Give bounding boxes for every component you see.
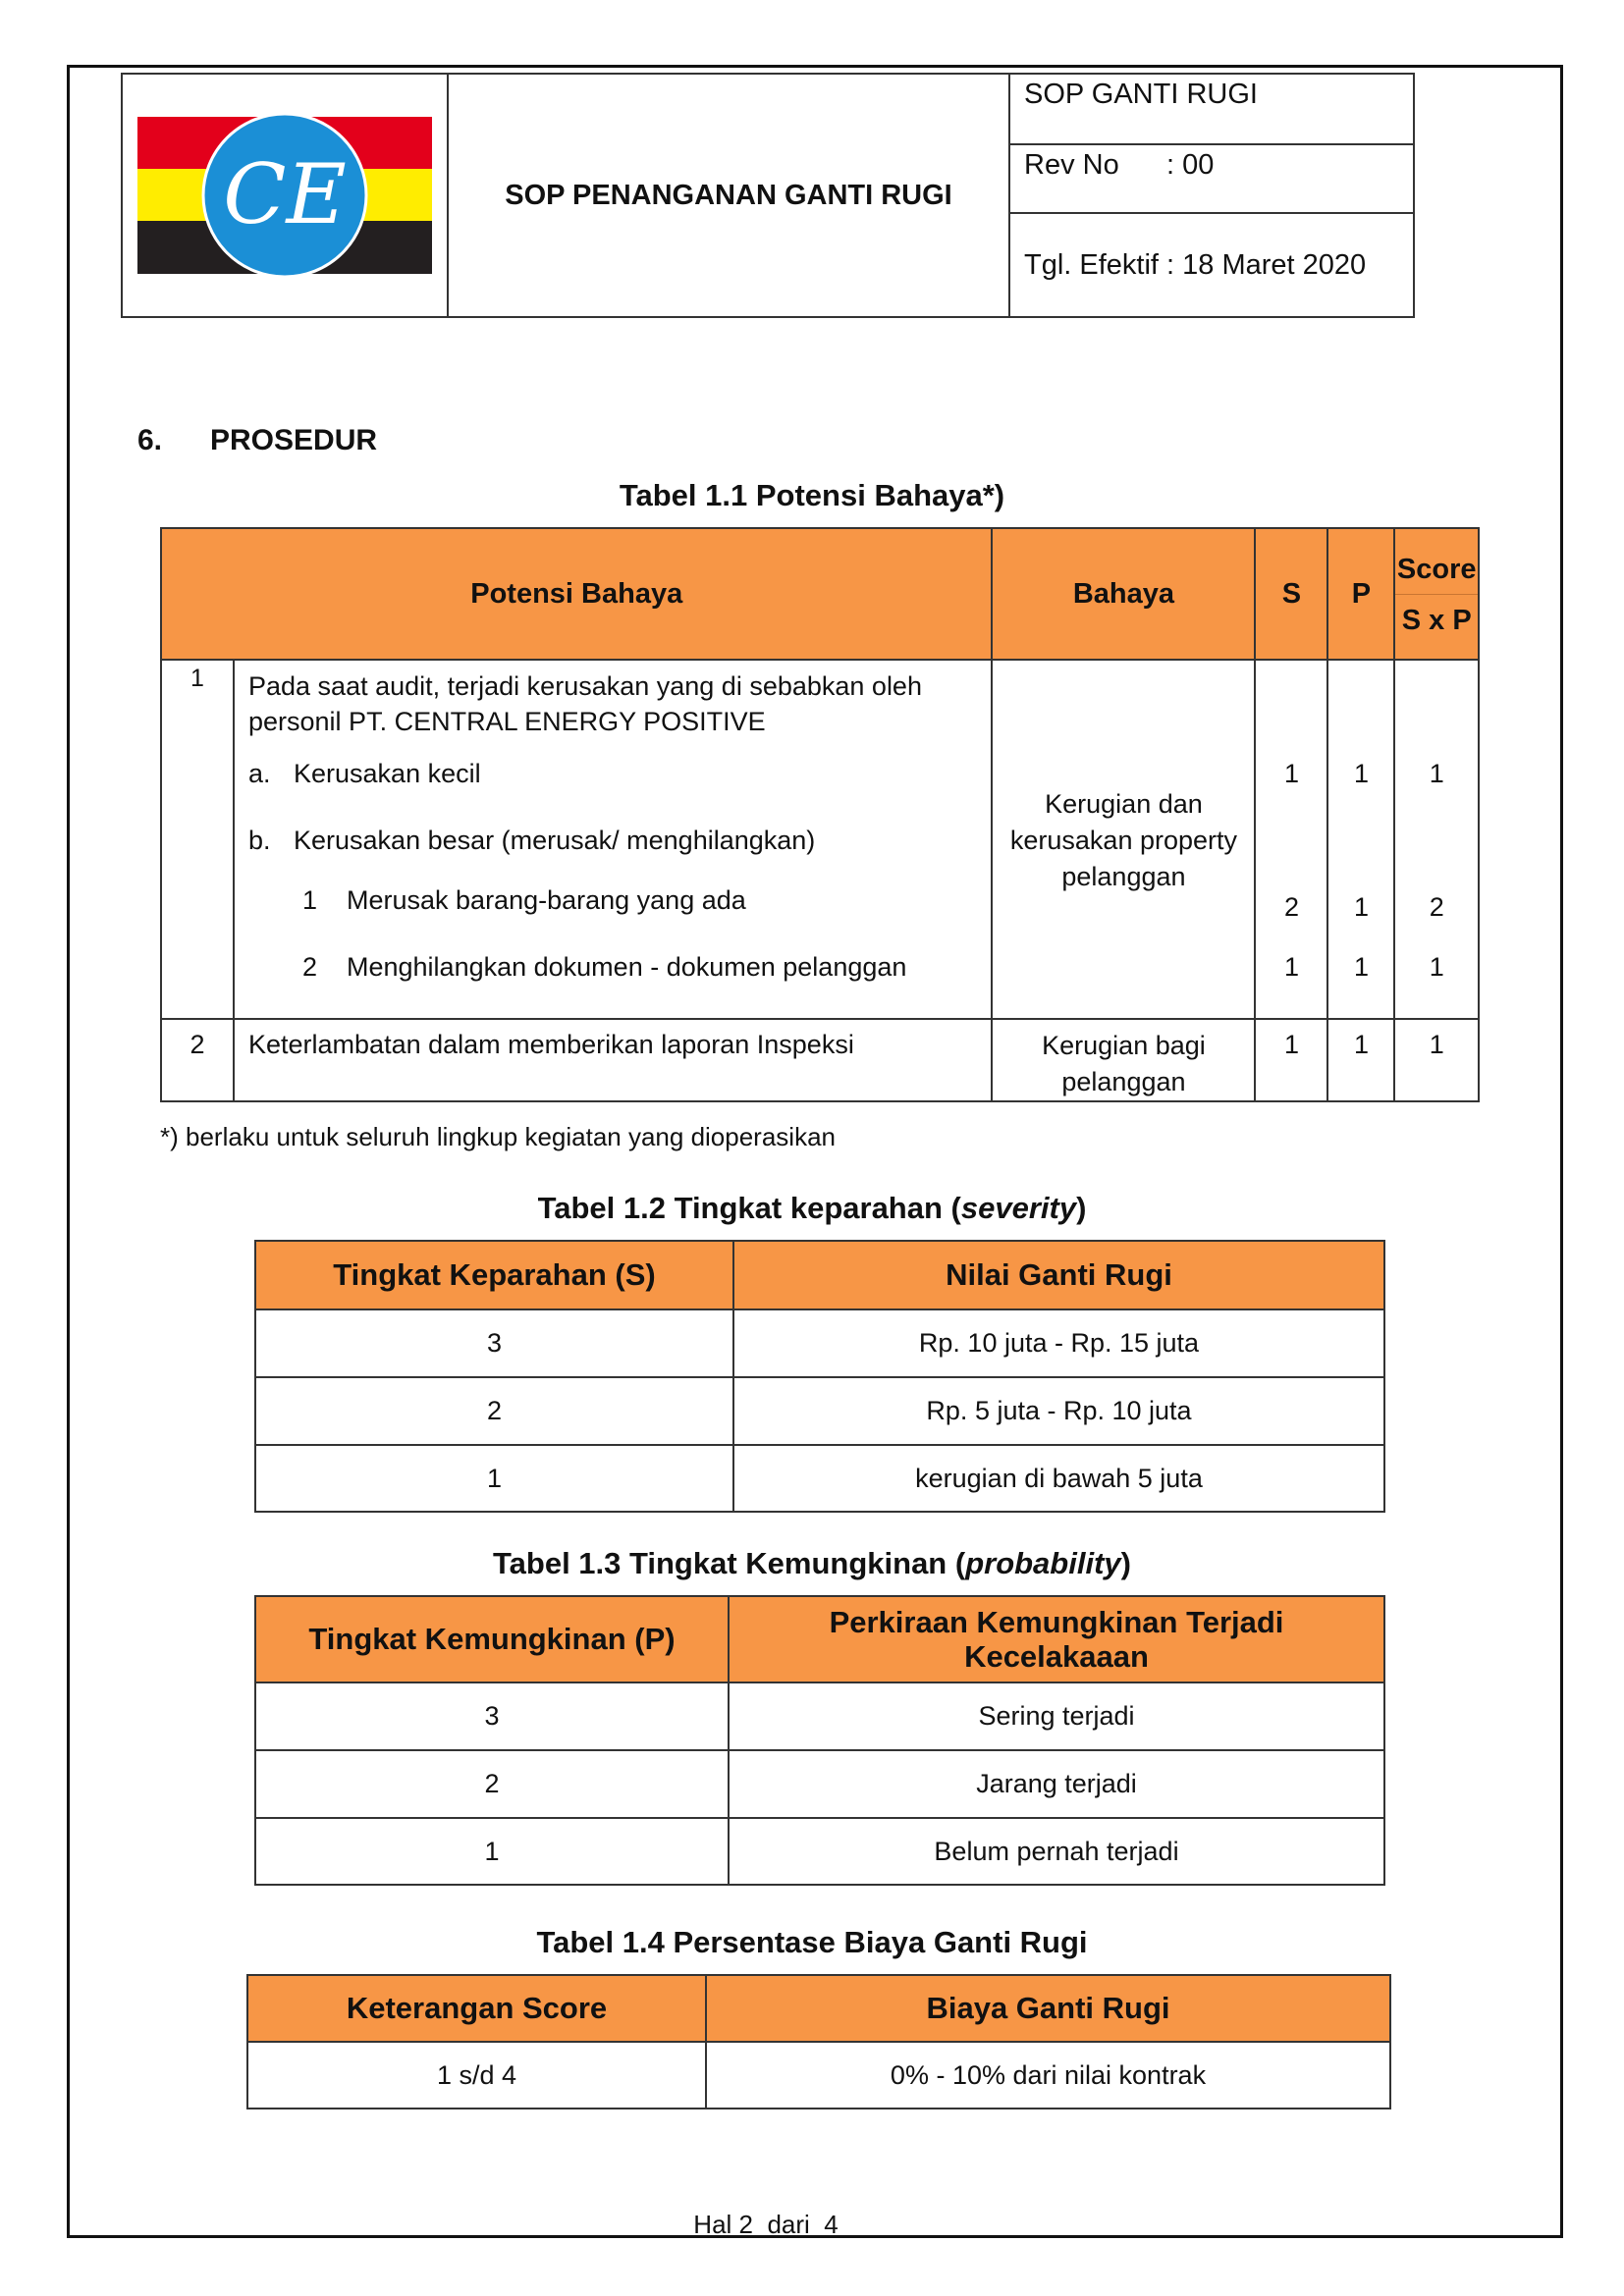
list-marker: b. <box>248 826 271 855</box>
col-severity: Tingkat Keparahan (S) <box>255 1241 733 1309</box>
table-row <box>255 1309 1384 1377</box>
potensi-text: Keterlambatan dalam memberikan laporan Inspeksi <box>234 1019 992 1101</box>
score-value: 1 <box>1429 952 1444 982</box>
probability-description: Jarang terjadi <box>729 1750 1384 1818</box>
list-marker: a. <box>248 759 271 788</box>
bahaya-text: Kerugian dan kerusakan property pelanggan <box>1009 789 1238 891</box>
col-bahaya: Bahaya <box>992 528 1255 660</box>
row-number: 2 <box>161 1019 234 1101</box>
score-range: 1 s/d 4 <box>247 2042 706 2109</box>
table-row <box>255 1377 1384 1445</box>
section-number: 6. <box>137 424 163 456</box>
s-value: 1 <box>1255 1019 1327 1101</box>
list-item: Kerusakan besar (merusak/ menghilangkan) <box>294 826 816 855</box>
table1-footnote: *) berlaku untuk seluruh lingkup kegiatan yang dioperasikan <box>160 1122 836 1151</box>
table-probability <box>254 1595 1385 1886</box>
col-nilai-ganti-rugi: Nilai Ganti Rugi <box>733 1241 1384 1309</box>
severity-level: 3 <box>255 1309 733 1377</box>
table-header-row <box>161 528 1479 660</box>
doc-code: SOP GANTI RUGI <box>1009 74 1414 144</box>
col-score-label: Score <box>1395 542 1478 595</box>
table-row <box>255 1445 1384 1512</box>
table1-caption: Tabel 1.1 Potensi Bahaya*) <box>619 478 1005 512</box>
col-score-formula: S x P <box>1401 604 1472 636</box>
table-row <box>247 2042 1390 2109</box>
potensi-intro: Pada saat audit, terjadi kerusakan yang di sebabkan oleh personil PT. CENTRAL ENERGY POSITIVE <box>248 671 922 736</box>
score-value: 1 <box>1429 759 1444 788</box>
logo-text: CE <box>223 146 347 242</box>
table-severity <box>254 1240 1385 1513</box>
table-header-row <box>255 1241 1384 1309</box>
col-probability: Tingkat Kemungkinan (P) <box>255 1596 729 1682</box>
table-row <box>255 1682 1384 1750</box>
potensi-cell <box>234 660 992 1019</box>
col-perkiraan: Perkiraan Kemungkinan Terjadi Kecelakaaan <box>729 1596 1384 1682</box>
col-keterangan-score: Keterangan Score <box>247 1975 706 2042</box>
s-value: 1 <box>1283 952 1299 982</box>
col-biaya-ganti-rugi: Biaya Ganti Rugi <box>706 1975 1390 2042</box>
doc-title: SOP PENANGANAN GANTI RUGI <box>448 74 1009 317</box>
company-logo <box>123 97 447 294</box>
section-title: PROSEDUR <box>210 424 378 456</box>
table-row <box>255 1818 1384 1885</box>
table-biaya-ganti-rugi <box>246 1974 1391 2109</box>
probability-description: Belum pernah terjadi <box>729 1818 1384 1885</box>
page-number: Hal 2 dari 4 <box>693 2210 839 2239</box>
table-potensi-bahaya <box>160 527 1480 1102</box>
severity-level: 2 <box>255 1377 733 1445</box>
rev-no: Rev No : 00 <box>1009 144 1414 213</box>
bahaya-text: Kerugian bagi pelanggan <box>992 1019 1255 1101</box>
list-item: Kerusakan kecil <box>294 759 481 788</box>
nilai-ganti-rugi: Rp. 10 juta - Rp. 15 juta <box>733 1309 1384 1377</box>
p-value: 1 <box>1327 1019 1394 1101</box>
bahaya-cell <box>992 660 1255 1019</box>
nilai-ganti-rugi: kerugian di bawah 5 juta <box>733 1445 1384 1512</box>
col-p: P <box>1327 528 1394 660</box>
document-header <box>121 73 1415 318</box>
effective-date: Tgl. Efektif : 18 Maret 2020 <box>1009 213 1414 317</box>
score-value: 1 <box>1394 1019 1479 1101</box>
s-value: 2 <box>1283 892 1299 922</box>
probability-level: 1 <box>255 1818 729 1885</box>
logo-cell <box>122 74 448 317</box>
row-number: 1 <box>161 660 234 1019</box>
table3-caption: Tabel 1.3 Tingkat Kemungkinan (probability) <box>493 1546 1131 1580</box>
p-value: 1 <box>1353 759 1369 788</box>
table-header-row <box>247 1975 1390 2042</box>
list-marker: 1 <box>302 885 318 915</box>
table2-caption: Tabel 1.2 Tingkat keparahan (severity) <box>537 1191 1087 1225</box>
p-value: 1 <box>1353 952 1369 982</box>
table-row <box>161 660 1479 1019</box>
probability-level: 2 <box>255 1750 729 1818</box>
s-cell <box>1255 660 1327 1019</box>
list-item: Merusak barang-barang yang ada <box>347 885 746 915</box>
table-row <box>255 1750 1384 1818</box>
probability-description: Sering terjadi <box>729 1682 1384 1750</box>
table-row <box>161 1019 1479 1101</box>
table4-caption: Tabel 1.4 Persentase Biaya Ganti Rugi <box>536 1925 1088 1959</box>
col-potensi-bahaya: Potensi Bahaya <box>161 528 992 660</box>
col-s: S <box>1255 528 1327 660</box>
score-value: 2 <box>1429 892 1444 922</box>
s-value: 1 <box>1283 759 1299 788</box>
probability-level: 3 <box>255 1682 729 1750</box>
col-score <box>1394 528 1479 660</box>
list-item: Menghilangkan dokumen - dokumen pelanggan <box>347 952 907 982</box>
nilai-ganti-rugi: Rp. 5 juta - Rp. 10 juta <box>733 1377 1384 1445</box>
score-cell <box>1394 660 1479 1019</box>
table-header-row <box>255 1596 1384 1682</box>
severity-level: 1 <box>255 1445 733 1512</box>
biaya-value: 0% - 10% dari nilai kontrak <box>706 2042 1390 2109</box>
p-value: 1 <box>1353 892 1369 922</box>
p-cell <box>1327 660 1394 1019</box>
list-marker: 2 <box>302 952 318 982</box>
